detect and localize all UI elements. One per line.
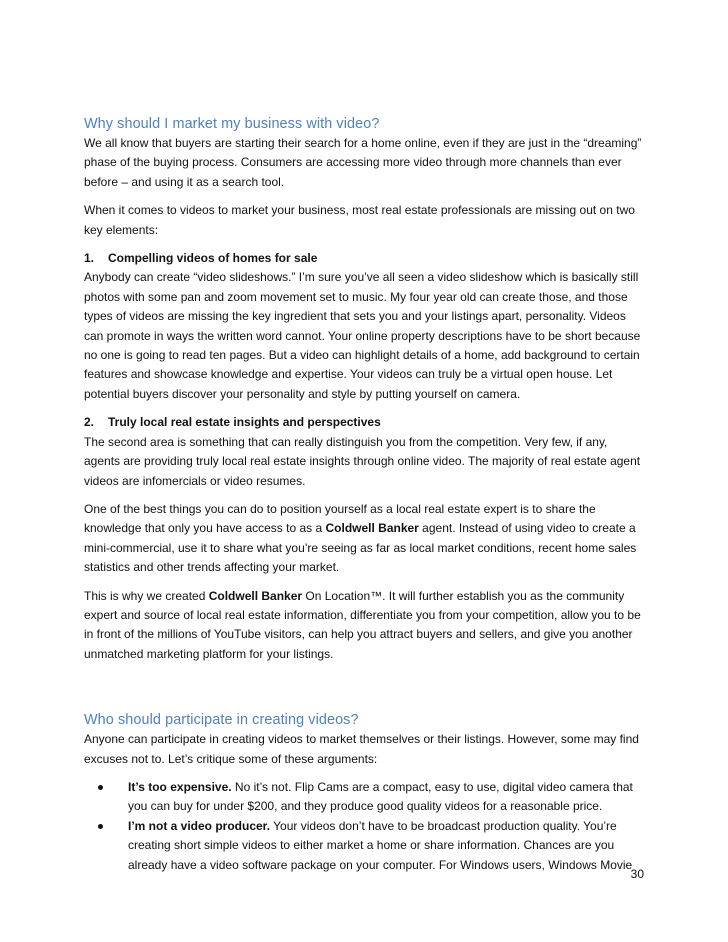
page-content — [84, 114, 646, 875]
bullet-list — [84, 778, 646, 875]
bullet-lead: I’m not a video producer. — [128, 818, 271, 833]
paragraph — [84, 500, 646, 578]
page-number: 30 — [630, 867, 644, 881]
brand-name: Coldwell Banker — [325, 521, 419, 536]
paragraph: The second area is something that can really distinguish you from the competition. Very few, if any, agents are providing truly local real estate insights through online video. The majority of real estate agent videos are infomercials or video resumes. — [84, 434, 641, 488]
bullet-text: No it’s not. Flip Cams are a compact, easy to use, digital video camera that you can buy for under $200, and they produce good quality videos for a reasonable price. — [128, 779, 633, 814]
brand-name: Coldwell Banker — [208, 588, 303, 603]
list-item — [84, 778, 646, 817]
bullet-text: Your videos don’t have to be broadcast production quality. You’re creating short simple videos to either market a home or share information. Chances are you already have a video software package on your computer. For Windows users, Windows Movie — [128, 818, 633, 872]
bullet-lead: It’s too expensive. — [128, 779, 232, 794]
paragraph: Anybody can create “video slideshows.” I’m sure you’ve all seen a video slideshow which is basically still photos with some pan and zoom movement set to music. My four year old can create those, and those types of videos are missing the key ingredient that sets you and your listings apart, personality. Videos can promote in ways the written word cannot. Your online property descriptions have to be short because no one is going to read ten pages. But a video can highlight details of a home, add background to certain features and showcase knowledge and expertise. Your videos can truly be a virtual open house. Let potential buyers discover your personality and style by putting yourself on camera. — [84, 270, 641, 401]
subheading-local-insights — [84, 413, 646, 432]
bullet-icon — [98, 785, 103, 790]
text-run: agent. Instead of using video to create a mini-commercial, use it to share what you’re seeing as far as local market conditions, recent home sales statistics and other trends affecting your market. — [84, 521, 637, 575]
subheading-text: Truly local real estate insights and perspectives — [108, 415, 381, 430]
paragraph — [84, 587, 646, 665]
subheading-compelling-videos — [84, 249, 646, 268]
paragraph: We all know that buyers are starting their search for a home online, even if they are just in the “dreaming” phase of the buying process. Consumers are accessing more video through more channels than ever before – and using it as a search tool. — [84, 136, 642, 189]
list-number: 2. — [84, 415, 95, 430]
list-item — [84, 817, 646, 875]
paragraph: Anyone can participate in creating videos to market themselves or their listings. However, some may find excuses not to. Let’s critique some of these arguments: — [84, 732, 639, 766]
list-number: 1. — [84, 251, 95, 266]
paragraph: When it comes to videos to market your business, most real estate professionals are missing out on two key elements: — [84, 203, 635, 237]
section-heading-who-participate: Who should participate in creating videos? — [84, 712, 359, 729]
subheading-text: Compelling videos of homes for sale — [108, 251, 318, 266]
section-heading-why-video: Why should I market my business with video? — [84, 116, 380, 132]
bullet-icon — [98, 824, 103, 829]
text-run: One of the best things you can do to position yourself as a local real estate expert is to share the knowledge that only you have access to as a — [84, 501, 596, 536]
text-run: This is why we created — [84, 588, 209, 603]
text-run: On Location™. It will further establish you as the community expert and source of local real estate information, differentiate you from your competition, allow you to be in front of the millions of YouTube visitors, can help you attract buyers and sellers, and give you another unmatched marketing platform for your listings. — [84, 588, 641, 661]
